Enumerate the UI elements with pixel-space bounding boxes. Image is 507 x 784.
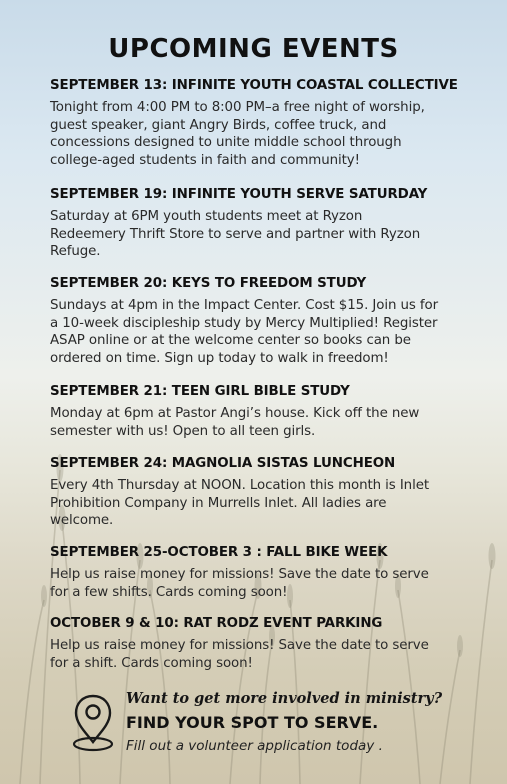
event-description (50, 477, 490, 530)
event-description-line: Tonight from 4:00 PM to 8:00 PM–a free night of worship, (50, 100, 425, 115)
event-description-line: ordered on time. Sign up today to walk in freedom! (50, 350, 389, 366)
event-description-line: Prohibition Company in Murrells Inlet. All ladies are (50, 495, 387, 511)
event-heading: SEPTEMBER 24: MAGNOLIA SISTAS LUNCHEON (50, 456, 396, 471)
cta-sub-line: Fill out a volunteer application today . (126, 738, 383, 754)
event-description-line: guest speaker, giant Angry Birds, coffee truck, and (50, 117, 387, 133)
page-title: UPCOMING EVENTS (108, 34, 399, 64)
event-description (50, 405, 490, 440)
event-description (50, 297, 490, 367)
event-description-line: Sundays at 4pm in the Impact Center. Cost $15. Join us for (50, 298, 439, 313)
event-description-line: Refuge. (50, 244, 101, 260)
event-description-line: Redeemery Thrift Store to serve and partner with Ryzon (50, 226, 421, 242)
event-description-line: college-aged students in faith and community! (50, 152, 360, 168)
event-description-line: semester with us! Open to all teen girls. (50, 423, 316, 439)
location-pin-icon (70, 692, 116, 754)
event-item (50, 276, 490, 367)
event-description-line: Monday at 6pm at Pastor Angi’s house. Kick off the new (50, 406, 420, 421)
event-item (50, 545, 490, 601)
event-description (50, 566, 490, 601)
event-description-line: for a few shifts. Cards coming soon! (50, 584, 288, 600)
event-description (50, 208, 490, 261)
event-item (50, 187, 490, 261)
event-description-line: Every 4th Thursday at NOON. Location this month is Inlet (50, 478, 429, 493)
event-heading: SEPTEMBER 25-OCTOBER 3 : FALL BIKE WEEK (50, 545, 388, 560)
cta-script-line: Want to get more involved in ministry? (126, 690, 443, 707)
event-heading: SEPTEMBER 19: INFINITE YOUTH SERVE SATURDAY (50, 187, 428, 202)
cta-main-line: FIND YOUR SPOT TO SERVE. (126, 713, 379, 732)
event-description-line: concessions designed to unite middle school through (50, 135, 402, 151)
event-heading: OCTOBER 9 & 10: RAT RODZ EVENT PARKING (50, 616, 383, 631)
event-heading: SEPTEMBER 20: KEYS TO FREEDOM STUDY (50, 276, 367, 291)
event-description-line: a 10-week discipleship study by Mercy Multiplied! Register (50, 315, 438, 331)
volunteer-callout (70, 690, 490, 760)
event-description (50, 99, 490, 169)
event-description-line: Saturday at 6PM youth students meet at Ryzon (50, 209, 363, 224)
event-item (50, 456, 490, 530)
event-description (50, 637, 490, 672)
event-description-line: Help us raise money for missions! Save the date to serve (50, 567, 429, 582)
event-heading: SEPTEMBER 13: INFINITE YOUTH COASTAL COLLECTIVE (50, 78, 458, 93)
event-description-line: ASAP online or at the welcome center so books can be (50, 333, 411, 349)
event-item (50, 78, 490, 169)
event-item (50, 616, 490, 672)
event-item (50, 384, 490, 440)
event-description-line: Help us raise money for missions! Save the date to serve (50, 638, 429, 653)
event-description-line: for a shift. Cards coming soon! (50, 655, 253, 671)
event-description-line: welcome. (50, 513, 114, 529)
event-heading: SEPTEMBER 21: TEEN GIRL BIBLE STUDY (50, 384, 350, 399)
